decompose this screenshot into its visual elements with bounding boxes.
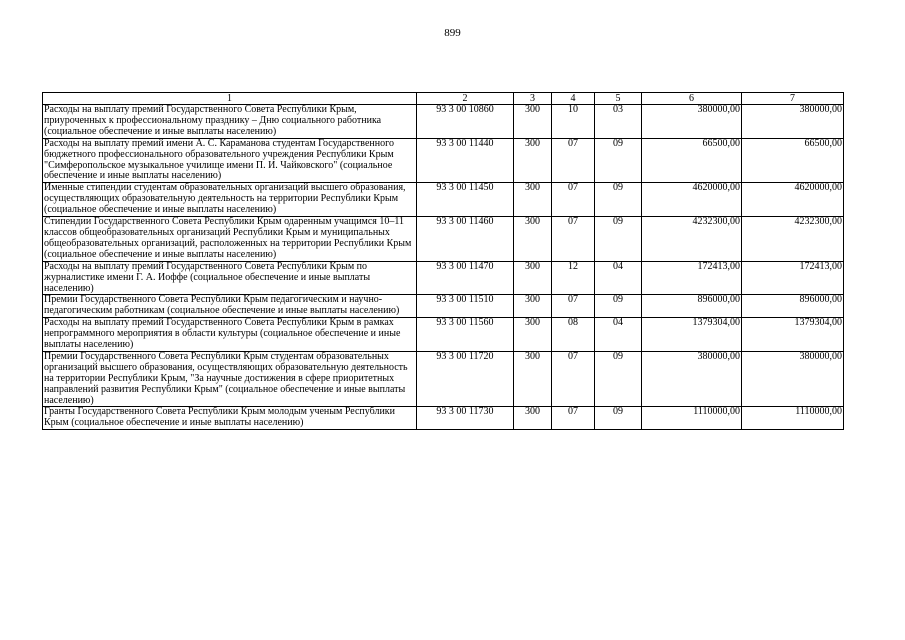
subsection: 09 (595, 138, 642, 183)
table-row (43, 407, 844, 430)
column-header: 7 (742, 93, 844, 105)
amount-col7: 4620000,00 (742, 183, 844, 217)
amount-col6: 380000,00 (642, 351, 742, 407)
amount-col6: 380000,00 (642, 105, 742, 139)
section: 12 (552, 261, 595, 295)
subsection: 04 (595, 318, 642, 352)
target-code: 93 3 00 11510 (417, 295, 514, 318)
section: 07 (552, 217, 595, 262)
target-code: 93 3 00 11720 (417, 351, 514, 407)
amount-col6: 66500,00 (642, 138, 742, 183)
amount-col7: 1379304,00 (742, 318, 844, 352)
target-code: 93 3 00 11440 (417, 138, 514, 183)
table-row (43, 351, 844, 407)
subsection: 03 (595, 105, 642, 139)
subsection: 09 (595, 351, 642, 407)
amount-col6: 4620000,00 (642, 183, 742, 217)
expense-type: 300 (514, 105, 552, 139)
column-header: 1 (43, 93, 417, 105)
table-row (43, 183, 844, 217)
amount-col7: 66500,00 (742, 138, 844, 183)
section: 07 (552, 295, 595, 318)
amount-col7: 380000,00 (742, 351, 844, 407)
section: 10 (552, 105, 595, 139)
section: 07 (552, 183, 595, 217)
section: 07 (552, 407, 595, 430)
expense-type: 300 (514, 217, 552, 262)
expense-type: 300 (514, 183, 552, 217)
column-header: 2 (417, 93, 514, 105)
target-code: 93 3 00 11470 (417, 261, 514, 295)
table-row (43, 318, 844, 352)
expense-name: Расходы на выплату премий имени А. С. Караманова студентам Государственного бюджетного профессионального образовательного учреждения Республики Крым "Симферопольское музыкальное училище имени П. И. Чайковского" (социальное обеспечение и иные выплаты населению) (43, 138, 417, 183)
table-row (43, 295, 844, 318)
expense-name: Расходы на выплату премий Государственного Совета Республики Крым в рамках непрограммного мероприятия в области культуры (социальное обеспечение и иные выплаты населению) (43, 318, 417, 352)
section: 07 (552, 138, 595, 183)
target-code: 93 3 00 11450 (417, 183, 514, 217)
amount-col7: 172413,00 (742, 261, 844, 295)
amount-col7: 896000,00 (742, 295, 844, 318)
expense-name: Стипендии Государственного Совета Республики Крым одаренным учащимся 10–11 классов общеобразовательных организаций Республики Крым и муниципальных общеобразовательных организаций, расположенных на территории Республики Крым (социальное обеспечение и иные выплаты населению) (43, 217, 417, 262)
table-row (43, 105, 844, 139)
budget-table (42, 92, 844, 430)
target-code: 93 3 00 11730 (417, 407, 514, 430)
target-code: 93 3 00 11560 (417, 318, 514, 352)
amount-col6: 1110000,00 (642, 407, 742, 430)
amount-col6: 4232300,00 (642, 217, 742, 262)
subsection: 09 (595, 183, 642, 217)
table-row (43, 217, 844, 262)
amount-col7: 4232300,00 (742, 217, 844, 262)
column-header: 5 (595, 93, 642, 105)
subsection: 04 (595, 261, 642, 295)
expense-type: 300 (514, 138, 552, 183)
subsection: 09 (595, 295, 642, 318)
expense-name: Именные стипендии студентам образовательных организаций высшего образования, осуществляющих образовательную деятельность на территории Республики Крым (социальное обеспечение и иные выплаты населению) (43, 183, 417, 217)
expense-type: 300 (514, 407, 552, 430)
table-row (43, 138, 844, 183)
target-code: 93 3 00 10860 (417, 105, 514, 139)
subsection: 09 (595, 217, 642, 262)
expense-name: Премии Государственного Совета Республики Крым педагогическим и научно-педагогическим работникам (социальное обеспечение и иные выплаты населению) (43, 295, 417, 318)
page-number: 899 (444, 27, 461, 39)
expense-type: 300 (514, 295, 552, 318)
section: 07 (552, 351, 595, 407)
column-header: 4 (552, 93, 595, 105)
expense-type: 300 (514, 318, 552, 352)
amount-col6: 172413,00 (642, 261, 742, 295)
section: 08 (552, 318, 595, 352)
amount-col6: 896000,00 (642, 295, 742, 318)
column-header: 3 (514, 93, 552, 105)
expense-type: 300 (514, 351, 552, 407)
table-row (43, 261, 844, 295)
target-code: 93 3 00 11460 (417, 217, 514, 262)
expense-name: Премии Государственного Совета Республики Крым студентам образовательных организаций высшего образования, осуществляющих образовательную деятельность на территории Республики Крым, "За научные достижения в сфере приоритетных направлений развития Республики Крым" (социальное обеспечение и иные выплаты населению) (43, 351, 417, 407)
amount-col6: 1379304,00 (642, 318, 742, 352)
header-row (43, 93, 844, 105)
expense-name: Гранты Государственного Совета Республики Крым молодым ученым Республики Крым (социальное обеспечение и иные выплаты населению) (43, 407, 417, 430)
amount-col7: 380000,00 (742, 105, 844, 139)
expense-name: Расходы на выплату премий Государственного Совета Республики Крым по журналистике имени Г. А. Иоффе (социальное обеспечение и иные выплаты населению) (43, 261, 417, 295)
expense-type: 300 (514, 261, 552, 295)
subsection: 09 (595, 407, 642, 430)
amount-col7: 1110000,00 (742, 407, 844, 430)
column-header: 6 (642, 93, 742, 105)
expense-name: Расходы на выплату премий Государственного Совета Республики Крым, приуроченных к профессиональному празднику – Дню социального работника (социальное обеспечение и иные выплаты населению) (43, 105, 417, 139)
